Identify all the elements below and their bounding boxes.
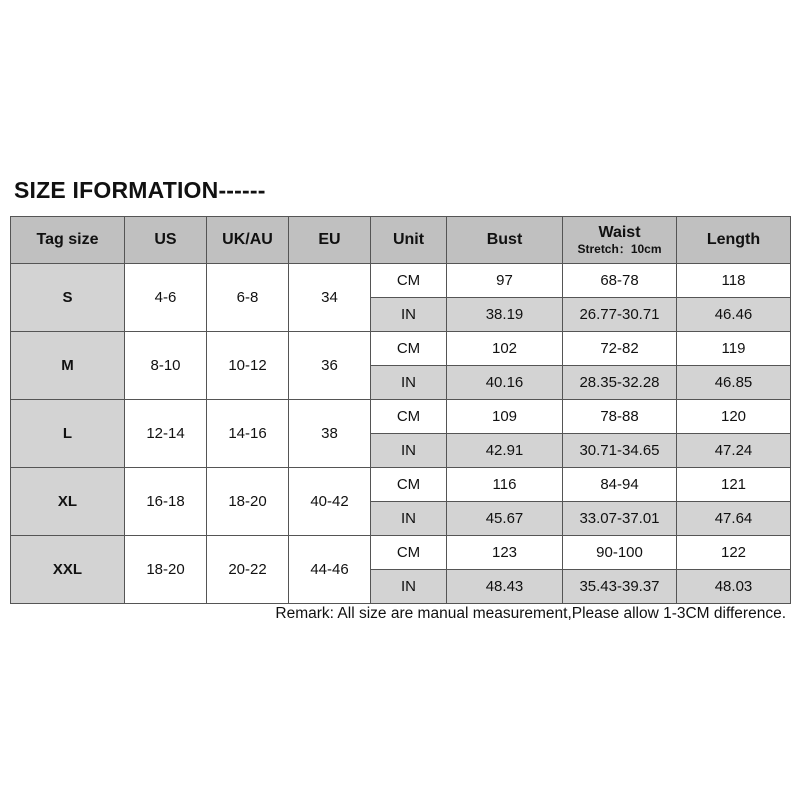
unit-cell-in: IN — [371, 298, 447, 332]
size-chart-table — [10, 216, 791, 604]
length-in-cell: 46.85 — [677, 366, 791, 400]
header-unit: Unit — [371, 217, 447, 264]
waist-in-cell: 28.35-32.28 — [563, 366, 677, 400]
bust-cm-cell: 102 — [447, 332, 563, 366]
bust-cm-cell: 97 — [447, 264, 563, 298]
page-title: SIZE IFORMATION------ — [14, 177, 266, 203]
header-waist-label: Waist — [598, 224, 641, 241]
bust-in-cell: 48.43 — [447, 570, 563, 604]
length-in-cell: 47.64 — [677, 502, 791, 536]
waist-cm-cell: 84-94 — [563, 468, 677, 502]
bust-in-cell: 38.19 — [447, 298, 563, 332]
bust-cm-cell: 123 — [447, 536, 563, 570]
waist-cm-cell: 78-88 — [563, 400, 677, 434]
eu-size-cell: 44-46 — [289, 536, 371, 604]
us-size-cell: 18-20 — [125, 536, 207, 604]
us-size-cell: 16-18 — [125, 468, 207, 536]
uk-au-size-cell: 20-22 — [207, 536, 289, 604]
us-size-cell: 8-10 — [125, 332, 207, 400]
length-cm-cell: 120 — [677, 400, 791, 434]
table-row — [11, 264, 791, 298]
unit-cell-cm: CM — [371, 536, 447, 570]
length-in-cell: 47.24 — [677, 434, 791, 468]
waist-cm-cell: 72-82 — [563, 332, 677, 366]
bust-in-cell: 42.91 — [447, 434, 563, 468]
header-row — [11, 217, 791, 264]
bust-in-cell: 45.67 — [447, 502, 563, 536]
uk-au-size-cell: 6-8 — [207, 264, 289, 332]
remark-note: Remark: All size are manual measurement,Please allow 1-3CM difference. — [275, 605, 786, 622]
table-row — [11, 400, 791, 434]
length-cm-cell: 122 — [677, 536, 791, 570]
unit-cell-in: IN — [371, 570, 447, 604]
eu-size-cell: 34 — [289, 264, 371, 332]
waist-in-cell: 30.71-34.65 — [563, 434, 677, 468]
header-length: Length — [677, 217, 791, 264]
us-size-cell: 4-6 — [125, 264, 207, 332]
size-tag-cell: S — [11, 264, 125, 332]
unit-cell-in: IN — [371, 366, 447, 400]
header-bust: Bust — [447, 217, 563, 264]
length-cm-cell: 119 — [677, 332, 791, 366]
header-tag-size: Tag size — [11, 217, 125, 264]
header-uk-au: UK/AU — [207, 217, 289, 264]
uk-au-size-cell: 14-16 — [207, 400, 289, 468]
length-cm-cell: 121 — [677, 468, 791, 502]
header-waist-stretch-note: Stretch：10cm — [577, 242, 662, 256]
table-row — [11, 468, 791, 502]
table-row — [11, 536, 791, 570]
bust-cm-cell: 109 — [447, 400, 563, 434]
table-body — [11, 264, 791, 604]
bust-cm-cell: 116 — [447, 468, 563, 502]
table-row — [11, 332, 791, 366]
unit-cell-in: IN — [371, 434, 447, 468]
unit-cell-cm: CM — [371, 468, 447, 502]
length-in-cell: 48.03 — [677, 570, 791, 604]
eu-size-cell: 40-42 — [289, 468, 371, 536]
waist-in-cell: 35.43-39.37 — [563, 570, 677, 604]
size-tag-cell: XL — [11, 468, 125, 536]
length-cm-cell: 118 — [677, 264, 791, 298]
size-tag-cell: M — [11, 332, 125, 400]
length-in-cell: 46.46 — [677, 298, 791, 332]
bust-in-cell: 40.16 — [447, 366, 563, 400]
unit-cell-cm: CM — [371, 400, 447, 434]
waist-in-cell: 26.77-30.71 — [563, 298, 677, 332]
size-tag-cell: L — [11, 400, 125, 468]
size-tag-cell: XXL — [11, 536, 125, 604]
us-size-cell: 12-14 — [125, 400, 207, 468]
unit-cell-cm: CM — [371, 264, 447, 298]
uk-au-size-cell: 10-12 — [207, 332, 289, 400]
header-eu: EU — [289, 217, 371, 264]
unit-cell-in: IN — [371, 502, 447, 536]
eu-size-cell: 36 — [289, 332, 371, 400]
waist-cm-cell: 90-100 — [563, 536, 677, 570]
header-waist — [563, 217, 677, 264]
header-us: US — [125, 217, 207, 264]
waist-cm-cell: 68-78 — [563, 264, 677, 298]
uk-au-size-cell: 18-20 — [207, 468, 289, 536]
unit-cell-cm: CM — [371, 332, 447, 366]
eu-size-cell: 38 — [289, 400, 371, 468]
waist-in-cell: 33.07-37.01 — [563, 502, 677, 536]
